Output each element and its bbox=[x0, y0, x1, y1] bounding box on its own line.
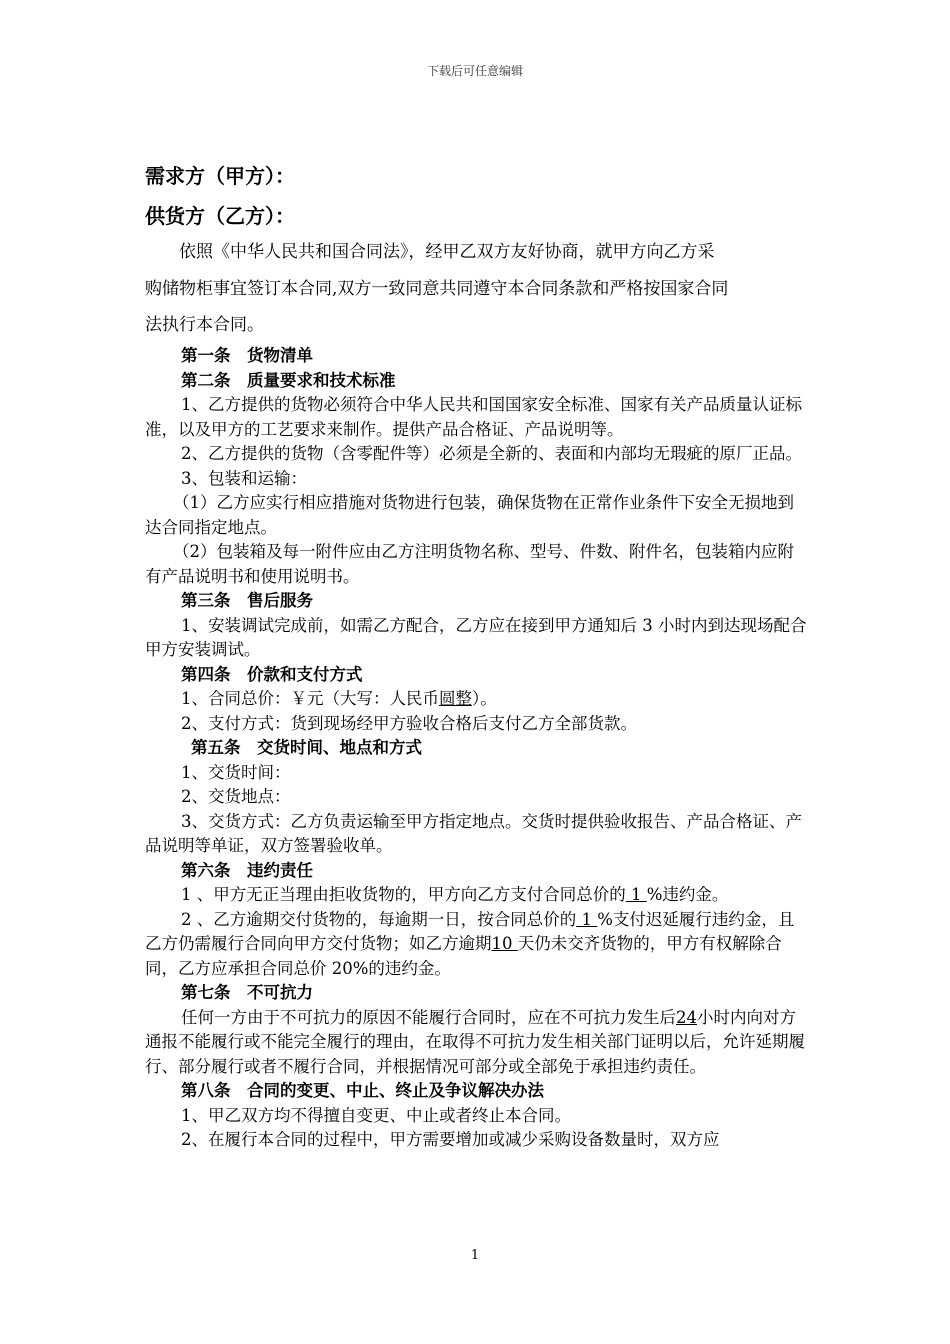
article-8-title: 第八条 合同的变更、中止、终止及争议解决办法 bbox=[181, 1081, 544, 1100]
article-2-clause: 2、乙方提供的货物（含零配件等）必须是全新的、表面和内部均无瑕疵的原厂正品。 bbox=[181, 444, 802, 463]
article-7-clause bbox=[145, 1006, 807, 1080]
clause-text: 天仍未交齐货物的，甲方有权解除合同，乙方应承担合同总价 20%的违约金。 bbox=[145, 934, 782, 978]
article-6-clause bbox=[145, 883, 807, 908]
article-6-clause bbox=[145, 908, 807, 982]
clause-text: 2 、乙方逾期交付货物的，每逾期一日，按合同总价的 bbox=[181, 909, 577, 929]
clause-text: 1、合同总价：￥元（大写：人民币 bbox=[181, 689, 439, 708]
underlined-amount: 圆整 bbox=[439, 689, 472, 708]
article-8-clause: 2、在履行本合同的过程中，甲方需要增加或减少采购设备数量时，双方应 bbox=[181, 1130, 720, 1149]
intro-line: 依照《中华人民共和国合同法》，经甲乙双方友好协商，就甲方向乙方采 bbox=[179, 242, 715, 262]
article-5-clause: 3、交货方式：乙方负责运输至甲方指定地点。交货时提供验收报告、产品合格证、产品说明等单证，双方签署验收单。 bbox=[145, 811, 802, 855]
article-7-title: 第七条 不可抗力 bbox=[181, 983, 313, 1002]
contract-body bbox=[145, 344, 807, 1153]
article-4-title: 第四条 价款和支付方式 bbox=[181, 664, 363, 684]
article-5-clause: 2、交货地点： bbox=[181, 787, 291, 806]
page-header: 下载后可任意编辑 bbox=[426, 64, 523, 78]
clause-text: 1 、甲方无正当理由拒收货物的，甲方向乙方支付合同总价的 bbox=[181, 885, 626, 904]
clause-text: %违约金。 bbox=[646, 885, 729, 904]
article-2-subclause: （2）包装箱及每一附件应由乙方注明货物名称、型号、件数、附件名，包装箱内应附有产品说明书和使用说明书。 bbox=[145, 542, 794, 586]
article-6-title: 第六条 违约责任 bbox=[181, 860, 313, 880]
clause-text: ）。 bbox=[472, 689, 497, 708]
article-1-title: 第一条 货物清单 bbox=[181, 346, 313, 365]
clause-text: 任何一方由于不可抗力的原因不能履行合同时，应在不可抗力发生后 bbox=[181, 1007, 676, 1027]
article-2-title: 第二条 质量要求和技术标准 bbox=[181, 370, 396, 390]
supply-party-label: 供货方（乙方）： bbox=[145, 204, 295, 228]
underlined-value: 1 bbox=[576, 909, 598, 929]
article-8-clause: 1、甲乙双方均不得擅自变更、中止或者终止本合同。 bbox=[181, 1105, 571, 1125]
intro-line: 购储物柜事宜签订本合同,双方一致同意共同遵守本合同条款和严格按国家合同 bbox=[145, 278, 729, 299]
page-number: 1 bbox=[470, 1248, 480, 1263]
article-2-clause: 1、乙方提供的货物必须符合中华人民共和国国家安全标准、国家有关产品质量认证标准，以及甲方的工艺要求来制作。提供产品合格证、产品说明等。 bbox=[145, 395, 802, 439]
article-5-title: 第五条 交货时间、地点和方式 bbox=[191, 738, 422, 757]
article-2-subclause: （1）乙方应实行相应措施对货物进行包装，确保货物在正常作业条件下安全无损地到达合同指定地点。 bbox=[145, 493, 794, 537]
article-3-clause: 1、安装调试完成前，如需乙方配合，乙方应在接到甲方通知后 3 小时内到达现场配合甲方安装调试。 bbox=[145, 615, 807, 659]
article-2-clause: 3、包装和运输： bbox=[181, 468, 307, 488]
underlined-value: 10 bbox=[491, 934, 518, 953]
article-3-title: 第三条 售后服务 bbox=[181, 591, 313, 610]
intro-paragraph bbox=[145, 234, 807, 344]
article-4-clause: 2、支付方式：货到现场经甲方验收合格后支付乙方全部货款。 bbox=[181, 713, 637, 733]
underlined-value: 1 bbox=[625, 885, 647, 904]
clause-text: %支付迟延履行违约金，且乙方仍需履行合同向甲方交付货物；如乙方逾期 bbox=[145, 909, 795, 953]
clause-text: 小时内向对方通报不能履行或不能完全履行的理由，在取得不可抗力发生相关部门证明以后，允许延期履行、部分履行或者不履行合同，并根据情况可部分或全部免于承担违约责任。 bbox=[145, 1007, 805, 1076]
underlined-value: 24 bbox=[676, 1007, 697, 1027]
demand-party-label: 需求方（甲方）： bbox=[145, 164, 295, 188]
article-4-clause bbox=[145, 687, 807, 712]
article-5-clause: 1、交货时间： bbox=[181, 762, 291, 782]
intro-line: 法执行本合同。 bbox=[145, 315, 264, 335]
